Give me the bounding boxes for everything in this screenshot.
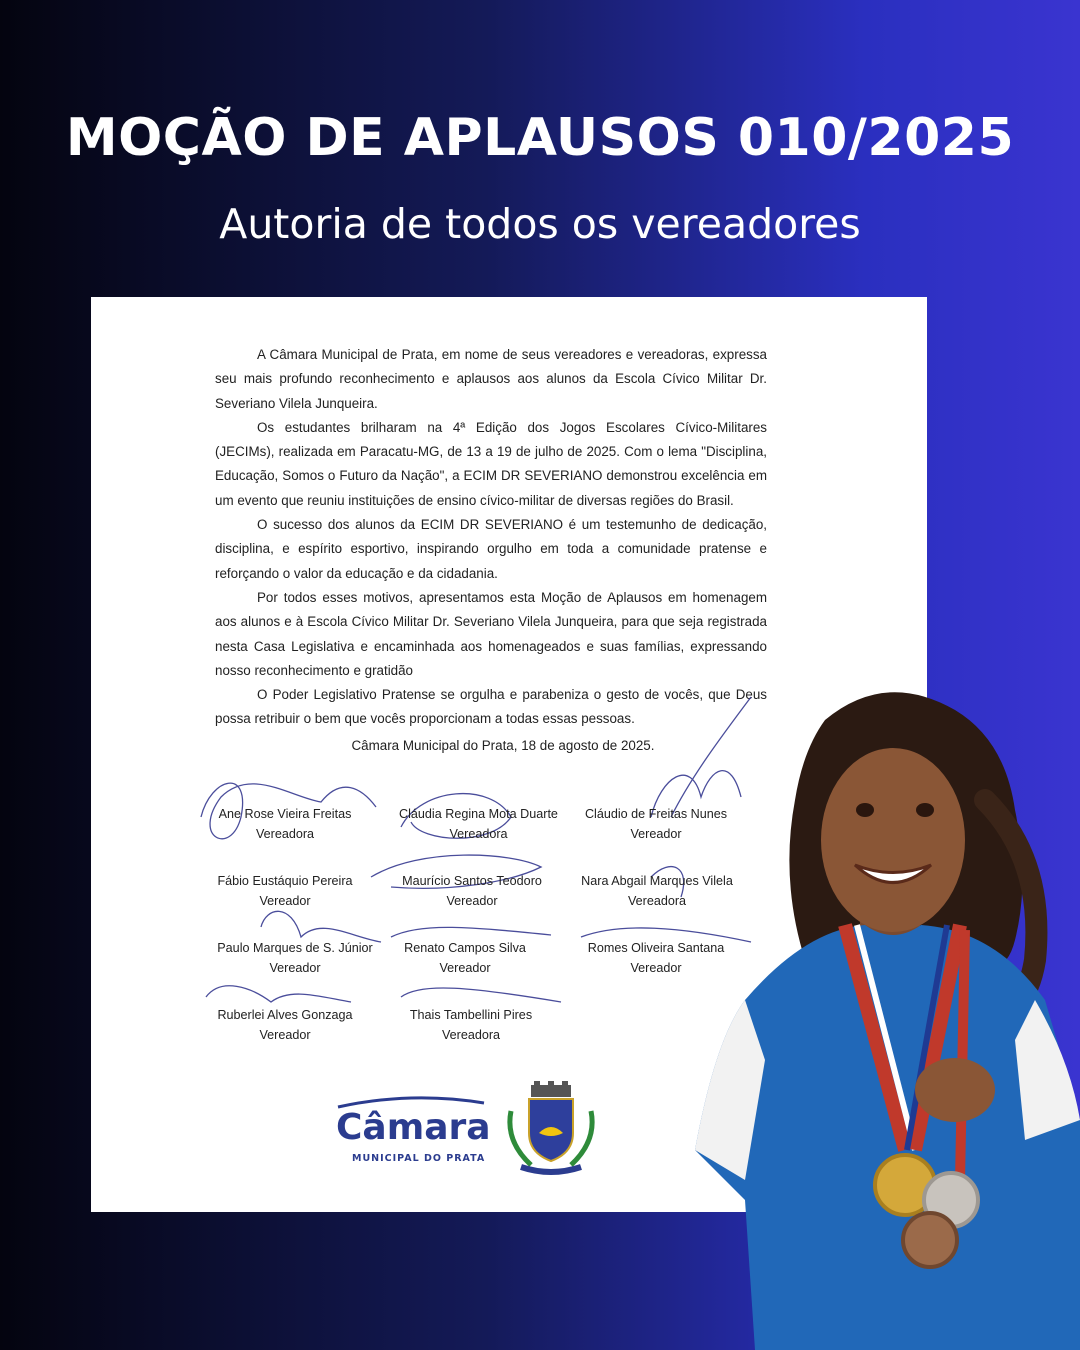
signatory-role: Vereadora bbox=[441, 1028, 501, 1042]
coat-of-arms-icon bbox=[501, 1081, 601, 1177]
signatory-name: Paulo Marques de S. Júnior bbox=[217, 941, 373, 955]
paragraph-5: O Poder Legislativo Pratense se orgulha e parabeniza o gesto de vocês, que Deus possa retribuir o bem que vocês proporcionam a todas essas pessoas. bbox=[215, 687, 767, 727]
paragraph-1: A Câmara Municipal de Prata, em nome de seus vereadores e vereadoras, expressa seu mais profundo reconhecimento e aplausos aos alunos da Escola Cívico Militar Dr. Severiano Vilela Junqueira. bbox=[215, 347, 767, 411]
page-subtitle: Autoria de todos os vereadores bbox=[219, 200, 861, 248]
logo-wordmark: Câmara bbox=[336, 1107, 491, 1148]
paragraph-3: O sucesso dos alunos da ECIM DR SEVERIANO é um testemunho de dedicação, disciplina, e espírito esportivo, inspirando orgulho em toda a comunidade pratense e reforçando o valor da educação e da cidadania. bbox=[215, 517, 767, 581]
signatory-name: Nara Abgail Marques Vilela bbox=[581, 874, 733, 888]
signatory-name: Maurício Santos Teodoro bbox=[402, 874, 542, 888]
signatory-role: Vereador bbox=[446, 894, 498, 908]
signature-7 bbox=[215, 941, 375, 975]
signature-1 bbox=[215, 807, 355, 841]
signatory-role: Vereador bbox=[439, 961, 491, 975]
signatory-role: Vereador bbox=[259, 1028, 311, 1042]
signatory-role: Vereador bbox=[630, 827, 682, 841]
signature-2 bbox=[396, 807, 561, 841]
signature-8 bbox=[401, 941, 529, 975]
signature-5 bbox=[398, 874, 546, 908]
signatory-name: Cláudia Regina Mota Duarte bbox=[399, 807, 558, 821]
logo-subtitle: MUNICIPAL DO PRATA bbox=[352, 1153, 486, 1164]
logo-arc-icon bbox=[336, 1087, 486, 1109]
signatory-role: Vereadora bbox=[449, 827, 508, 841]
student-with-medals-illustration bbox=[685, 680, 1080, 1350]
signatory-name: Ane Rose Vieira Freitas bbox=[218, 807, 352, 821]
paragraph-2: Os estudantes brilharam na 4ª Edição dos Jogos Escolares Cívico-Militares (JECIMs), realizada em Paracatu-MG, de 13 a 19 de julho de 2025. Com o lema "Disciplina, Educação, Somos o Futuro da Nação", a ECIM DR SEVERIANO demonstrou excelência em um evento que reuniu instituições de ensino cívico-militar de diversas regiões do Brasil. bbox=[215, 419, 767, 508]
signatory-name: Thais Tambellini Pires bbox=[409, 1008, 533, 1022]
camara-logo bbox=[336, 1087, 606, 1177]
signatory-role: Vereador bbox=[630, 961, 682, 975]
signature-4 bbox=[215, 874, 355, 908]
signatory-name: Ruberlei Alves Gonzaga bbox=[217, 1008, 353, 1022]
signatory-name: Fábio Eustáquio Pereira bbox=[217, 874, 353, 888]
signatory-name: Romes Oliveira Santana bbox=[587, 941, 725, 955]
signatory-role: Vereador bbox=[259, 894, 311, 908]
signatory-name: Cláudio de Freitas Nunes bbox=[584, 807, 728, 821]
signatory-role: Vereadora bbox=[627, 894, 687, 908]
signatory-role: Vereador bbox=[269, 961, 321, 975]
page-title: MOÇÃO DE APLAUSOS 010/2025 bbox=[65, 108, 1015, 168]
paragraph-4: Por todos esses motivos, apresentamos esta Moção de Aplausos em homenagem aos alunos e à Escola Cívico Militar Dr. Severiano Vilela Junqueira, para que seja registrada nesta Casa Legislativa e encaminhada aos homenageados e suas famílias, expressando nosso reconhecimento e gratidão bbox=[215, 589, 767, 678]
signatory-role: Vereadora bbox=[255, 827, 315, 841]
signature-11 bbox=[407, 1008, 535, 1042]
signature-10 bbox=[215, 1008, 355, 1042]
signatory-name: Renato Campos Silva bbox=[404, 941, 526, 955]
dateline: Câmara Municipal do Prata, 18 de agosto de 2025. bbox=[351, 737, 655, 753]
